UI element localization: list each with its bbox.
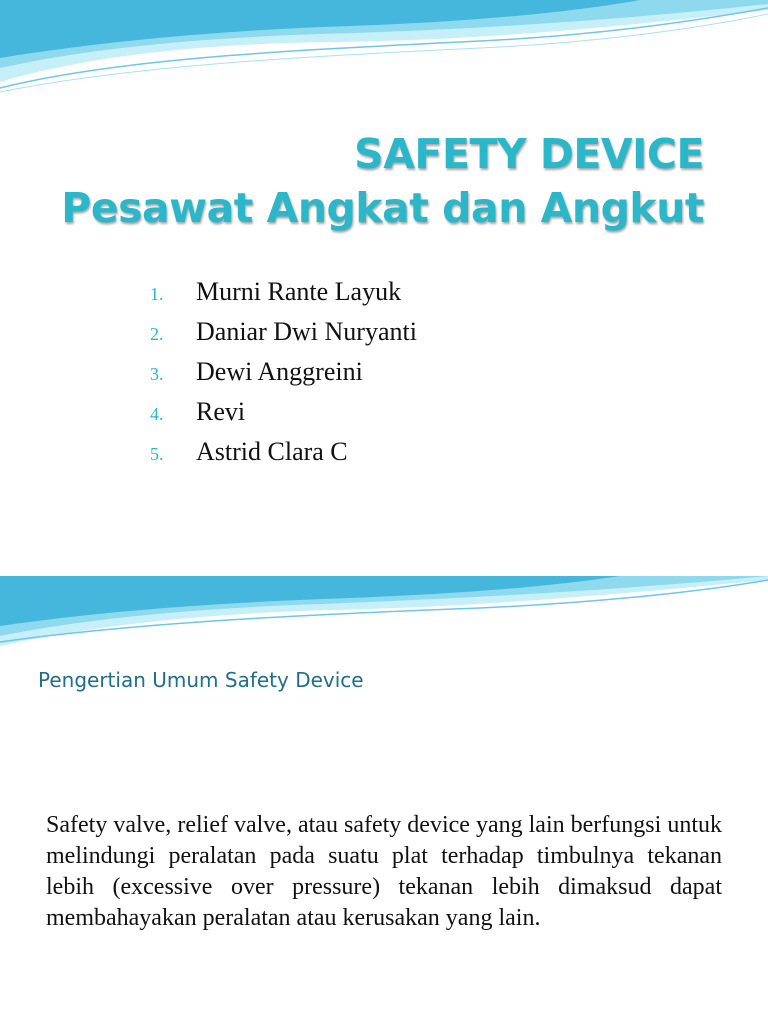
body-paragraph: Safety valve, relief valve, atau safety device yang lain berfungsi untuk melindungi peralatan pada suatu plat terhadap timbulnya tekanan lebih (excessive over pressure) tekanan lebih dimaksud dapat membahayakan peralatan atau kerusakan yang lain. [46,812,722,931]
slide-subtitle: Pengertian Umum Safety Device [38,668,364,692]
member-name: Murni Rante Layuk [196,277,402,306]
member-list [150,272,417,472]
member-name: Dewi Anggreini [196,357,363,386]
member-name: Revi [196,397,246,426]
content-slide [0,576,768,1024]
list-number: 5. [150,444,164,464]
list-item [150,272,417,312]
list-number: 3. [150,364,164,384]
list-number: 4. [150,404,164,424]
list-number: 1. [150,284,164,304]
header-wave-decoration [0,0,768,100]
header-wave-decoration [0,576,768,646]
list-item [150,352,417,392]
list-item [150,392,417,432]
member-name: Daniar Dwi Nuryanti [196,317,417,346]
list-item [150,432,417,472]
slide-title [61,128,704,236]
member-name: Astrid Clara C [196,437,348,466]
title-line-2: Pesawat Angkat dan Angkut [61,184,704,232]
title-line-1: SAFETY DEVICE [354,130,704,178]
list-number: 2. [150,324,164,344]
list-item [150,312,417,352]
